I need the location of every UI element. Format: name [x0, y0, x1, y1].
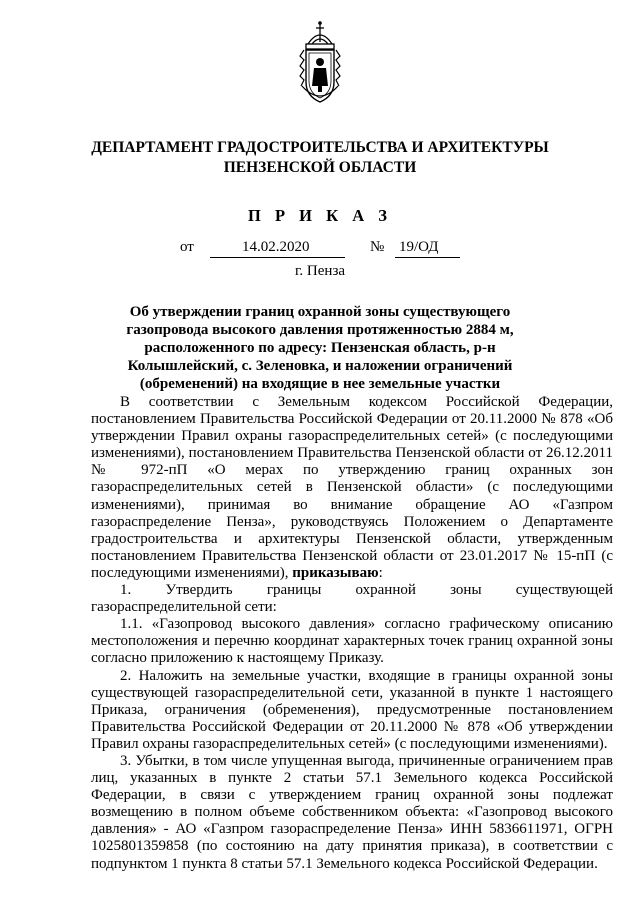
department-header	[0, 138, 640, 178]
date-underline	[210, 257, 345, 258]
item-3: 3. Убытки, в том числе упущенная выгода, причиненные ограничением прав лиц, указанных в пункте 2 статьи 57.1 Земельного кодекса Российской Федерации, в связи с утверждением границ охранной зоны подлежат возмещению в полном объеме собственником объекта: «Газопровод высокого давления» - АО «Газпром газораспределение Пенза» ИНН 5836611971, ОГРН 1025801359858 (по состоянию на дату принятия приказа), в соответствии с подпунктом 1 пункта 8 статьи 57.1 Земельного кодекса Российской Федерации.	[91, 752, 613, 872]
item-1-1: 1.1. «Газопровод высокого давления» согласно графическому описанию местоположения и перечню координат характерных точек границ охранной зоны согласно приложению к настоящему Приказу.	[91, 616, 613, 667]
number-prefix: №	[370, 239, 385, 255]
preamble-paragraph	[91, 394, 613, 582]
item-1: 1. Утвердить границы охранной зоны существующей газораспределительной сети:	[91, 582, 613, 616]
city: г. Пенза	[294, 263, 346, 279]
order-date-number-line	[180, 239, 480, 261]
order-subject: Об утверждении границ охранной зоны существующего газопровода высокого давления протяженностью 2884 м, расположенного по адресу: Пензенская область, р-н Колышлейский, с. Зеленовка, и наложении ограничений (обременений) на входящие в нее земельные участки	[126, 304, 514, 392]
department-name-line2: ПЕНЗЕНСКОЙ ОБЛАСТИ	[223, 159, 417, 176]
order-date: 14.02.2020	[242, 239, 310, 255]
preamble-text: В соответствии с Земельным кодексом Российской Федерации, постановлением Правительства Российской Федерации от 20.11.2000 № 878 «Об утверждении Правил охраны газораспределительных сетей» (с последующими изменениями), постановлением Правительства Пензенской области от 26.12.2011 № 972-пП «О мерах по утверждению границ охранных зон газораспределительных сетей в Пензенской области» (с последующими изменениями), принимая во внимание обращение АО «Газпром газораспределение Пенза», руководствуясь Положением о Департаменте градостроительства и архитектуры Пензенской области, утвержденным постановлением Правительства Пензенской области от 23.01.2017 № 15-пП (с последующими изменениями),	[91, 394, 613, 581]
order-number: 19/ОД	[399, 239, 439, 255]
number-underline	[395, 257, 460, 258]
document-title: П Р И К А З	[248, 206, 392, 225]
department-name-line1: ДЕПАРТАМЕНТ ГРАДОСТРОИТЕЛЬСТВА И АРХИТЕКТУРЫ	[91, 139, 549, 156]
date-prefix: от	[180, 239, 194, 255]
item-2: 2. Наложить на земельные участки, входящие в границы охранной зоны существующей газораспределительной сети, указанной в пункте 1 настоящего Приказа, ограничения (обременения), предусмотренные постановлением Правительства Российской Федерации от 20.11.2000 № 878 «Об утверждении Правил охраны газораспределительных сетей» (с последующими изменениями).	[91, 667, 613, 752]
order-body	[91, 394, 613, 873]
coat-of-arms-icon	[290, 20, 350, 108]
order-colon: :	[378, 564, 383, 581]
order-word: приказываю	[292, 564, 379, 581]
